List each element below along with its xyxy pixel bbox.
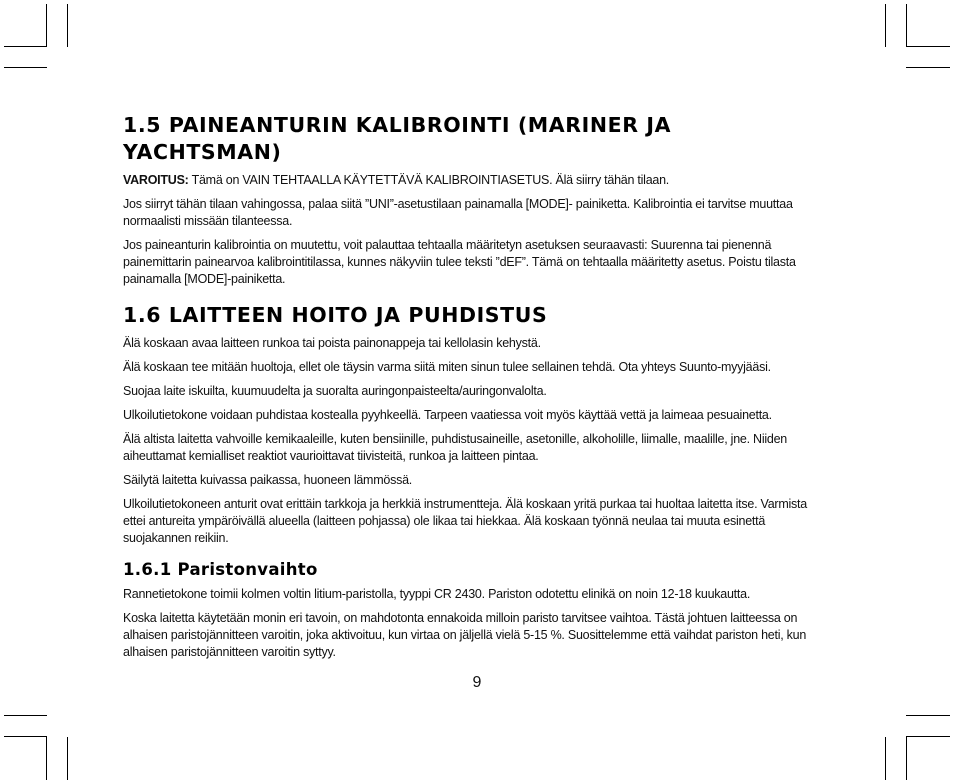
warning-paragraph: [123, 172, 818, 189]
s15-paragraph-1: Jos siirryt tähän tilaan vahingossa, palaa siitä ”UNI”-asetustilaan painamalla [MODE]- painiketta. Kalibrointia ei tarvitse muuttaa normaalisti missään tilanteessa.: [123, 197, 793, 228]
document-page: [123, 112, 818, 668]
s16-paragraph: Suojaa laite iskuilta, kuumuudelta ja suoralta auringonpaisteelta/auringonvalolta.: [123, 384, 547, 398]
warning-label: VAROITUS:: [123, 173, 189, 187]
s15-paragraph-2: Jos paineanturin kalibrointia on muutettu, voit palauttaa tehtaalla määritetyn asetuksen seuraavasti: Suurenna tai pienennä painemittarin painearvoa kalibrointitilassa, kunnes näkyviin tulee teksti ”dEF”. Tämä on tehtaalla määritetty asetus. Poistu tilasta painamalla [MODE]-painiketta.: [123, 238, 796, 286]
s161-paragraph-2: Koska laitetta käytetään monin eri tavoin, on mahdotonta ennakoida milloin paristo tarvitsee vaihtoa. Tästä johtuen laitteessa on alhaisen paristojännitteen varoitin, joka aktivoituu, kun virtaa on jäljellä vielä 5-15 %. Suosittelemme että vaihdat pariston heti, kun alhaisen paristojännitteen varoitin syttyy.: [123, 611, 807, 659]
s161-paragraph-1: Rannetietokone toimii kolmen voltin litium-paristolla, tyyppi CR 2430. Pariston odotettu elinikä on noin 12-18 kuukautta.: [123, 587, 751, 601]
s16-paragraph: Säilytä laitetta kuivassa paikassa, huoneen lämmössä.: [123, 473, 412, 487]
warning-text: Tämä on VAIN TEHTAALLA KÄYTETTÄVÄ KALIBROINTIASETUS. Älä siirry tähän tilaan.: [188, 173, 670, 187]
s16-paragraph: Älä altista laitetta vahvoille kemikaaleille, kuten bensiinille, puhdistusaineille, asetonille, alkoholille, liimalle, maalille, jne. Niiden aiheuttamat kemialliset reaktiot vaurioittavat tiivisteitä, runkoa ja laitteen pintaa.: [123, 432, 787, 463]
s16-paragraph: Älä koskaan tee mitään huoltoja, ellet ole täysin varma siitä miten sinun tulee sellainen tehdä. Ota yhteys Suunto-myyjääsi.: [123, 360, 771, 374]
section-1-6-1-heading: 1.6.1 Paristonvaihto: [123, 560, 318, 579]
s16-paragraph: Ulkoilutietokoneen anturit ovat erittäin tarkkoja ja herkkiä instrumentteja. Älä koskaan yritä purkaa tai huoltaa laitetta itse. Varmista ettei antureita ympäröivällä alueella (laitteen pohjassa) ole likaa tai hiekkaa. Älä koskaan työnnä neulaa tai muuta esinettä suojakannen reikiin.: [123, 497, 807, 545]
page-number: 9: [472, 674, 482, 691]
s16-paragraph: Älä koskaan avaa laitteen runkoa tai poista painonappeja tai kellolasin kehystä.: [123, 336, 541, 350]
section-1-5-heading: 1.5 PAINEANTURIN KALIBROINTI (MARINER JA YACHTSMAN): [123, 113, 672, 164]
s16-paragraph: Ulkoilutietokone voidaan puhdistaa kostealla pyyhkeellä. Tarpeen vaatiessa voit myös käyttää vettä ja laimeaa pesuainetta.: [123, 408, 772, 422]
section-1-6-heading: 1.6 LAITTEEN HOITO JA PUHDISTUS: [123, 303, 548, 327]
